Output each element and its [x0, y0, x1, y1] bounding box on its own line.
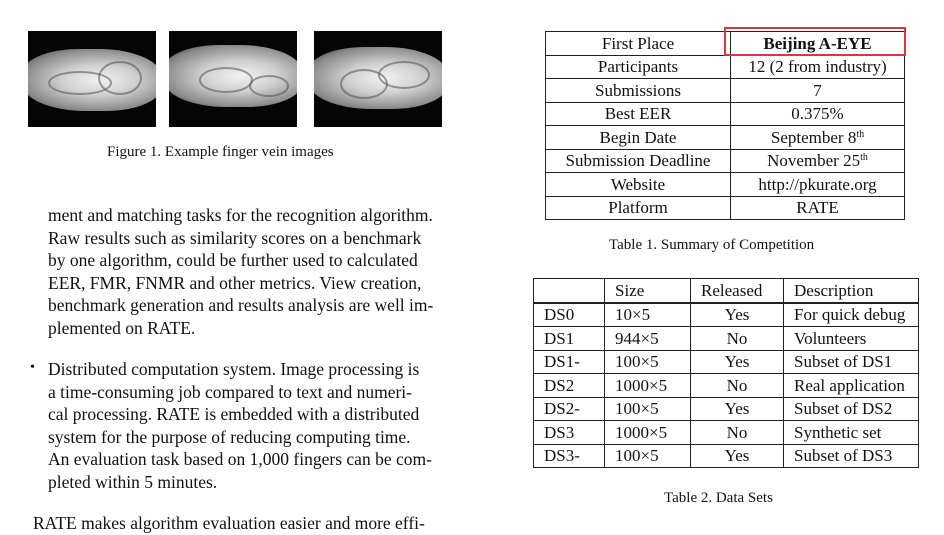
text-line: benchmark generation and results analysis are well im-: [48, 295, 434, 316]
table-cell-label: Platform: [546, 196, 731, 220]
table-row: [534, 421, 919, 445]
table-cell-value: RATE: [731, 196, 905, 220]
table-cell: Yes: [691, 303, 784, 327]
table-cell: 10×5: [605, 303, 691, 327]
table-cell-value: Beijing A-EYE: [731, 32, 905, 56]
body-cutoff-line: RATE makes algorithm evaluation easier and more effi-: [33, 513, 425, 533]
text-line: pleted within 5 minutes.: [48, 471, 218, 492]
table-cell: 100×5: [605, 444, 691, 468]
figure-1: [28, 31, 444, 127]
table-cell: Yes: [691, 350, 784, 374]
table-row: [534, 350, 919, 374]
text-line: An evaluation task based on 1,000 fingers can be com-: [48, 449, 432, 470]
table-cell: Subset of DS3: [784, 444, 919, 468]
table-cell-value: 12 (2 from industry): [731, 55, 905, 79]
text-line: a time-consuming job compared to text and numeri-: [48, 381, 412, 402]
table-cell: For quick debug: [784, 303, 919, 327]
table-cell: Synthetic set: [784, 421, 919, 445]
table-row: [546, 126, 905, 150]
date-text: September 8: [770, 127, 857, 147]
table-row: [546, 196, 905, 220]
table-header-cell: [534, 279, 605, 303]
table-cell: No: [691, 374, 784, 398]
table-cell: DS1: [534, 327, 605, 351]
table-row: [534, 303, 919, 327]
table-cell-value: [731, 149, 905, 173]
text-line: ment and matching tasks for the recognition algorithm.: [48, 205, 433, 225]
table-row: [546, 102, 905, 126]
table-cell: No: [691, 421, 784, 445]
table-cell: DS3-: [534, 444, 605, 468]
table-cell-label: Submission Deadline: [546, 149, 731, 173]
body-paragraph-2: [48, 358, 460, 494]
table-row: [534, 397, 919, 421]
text-line: by one algorithm, could be further used to calculated: [48, 250, 418, 271]
table-row: [546, 79, 905, 103]
table-cell: 100×5: [605, 397, 691, 421]
table-cell: Yes: [691, 444, 784, 468]
table-cell: Volunteers: [784, 327, 919, 351]
table-cell: DS2-: [534, 397, 605, 421]
ordinal-suffix: th: [860, 152, 868, 164]
table-row: [546, 173, 905, 197]
text-line: system for the purpose of reducing computing time.: [48, 426, 411, 447]
table-cell: Subset of DS1: [784, 350, 919, 374]
summary-table: [545, 31, 905, 220]
table-cell-label: Begin Date: [546, 126, 731, 150]
text-line: Distributed computation system. Image processing is: [48, 359, 420, 379]
finger-vein-image-1: [28, 31, 156, 127]
text-line: EER, FMR, FNMR and other metrics. View creation,: [48, 272, 422, 293]
table-cell: 1000×5: [605, 421, 691, 445]
ordinal-suffix: th: [856, 128, 865, 140]
table-row: [534, 327, 919, 351]
table-cell-label: Website: [546, 173, 731, 197]
table-cell: DS0: [534, 303, 605, 327]
table-header-cell: Size: [605, 279, 691, 303]
finger-vein-image-3: [314, 31, 442, 127]
table-cell-label: First Place: [546, 32, 731, 56]
table-cell-value: http://pkurate.org: [731, 173, 905, 197]
table-cell-value: 0.375%: [731, 102, 905, 126]
table-cell: DS1-: [534, 350, 605, 374]
table-1-caption: Table 1. Summary of Competition: [609, 237, 815, 253]
table-cell-label: Submissions: [546, 79, 731, 103]
datasets-table: [533, 278, 919, 468]
date-text: November 25: [767, 151, 861, 171]
table-cell: 100×5: [605, 350, 691, 374]
table-header-cell: Description: [784, 279, 919, 303]
body-paragraph-1: [48, 204, 460, 340]
table-cell: No: [691, 327, 784, 351]
table-cell-label: Best EER: [546, 102, 731, 126]
text-line: cal processing. RATE is embedded with a distributed: [48, 404, 420, 425]
table-cell: DS2: [534, 374, 605, 398]
table-cell: Subset of DS2: [784, 397, 919, 421]
text-line: Raw results such as similarity scores on a benchmark: [48, 227, 422, 248]
table-header-cell: Released: [691, 279, 784, 303]
finger-vein-image-2: [169, 31, 297, 127]
table-row: [546, 149, 905, 173]
table-2-caption: Table 2. Data Sets: [664, 490, 773, 506]
table-cell: Real application: [784, 374, 919, 398]
table-cell: DS3: [534, 421, 605, 445]
table-cell-value: [731, 126, 905, 150]
table-row: [534, 444, 919, 468]
table-cell-label: Participants: [546, 55, 731, 79]
table-cell: Yes: [691, 397, 784, 421]
figure-1-caption: Figure 1. Example finger vein images: [107, 144, 334, 160]
text-line: plemented on RATE.: [48, 317, 196, 338]
highlight-box: [724, 27, 906, 56]
table-row: [534, 374, 919, 398]
table-cell: 1000×5: [605, 374, 691, 398]
table-row: [546, 55, 905, 79]
table-header-row: [534, 279, 919, 303]
table-cell-value: 7: [731, 79, 905, 103]
bullet-marker: •: [30, 360, 35, 375]
table-cell: 944×5: [605, 327, 691, 351]
